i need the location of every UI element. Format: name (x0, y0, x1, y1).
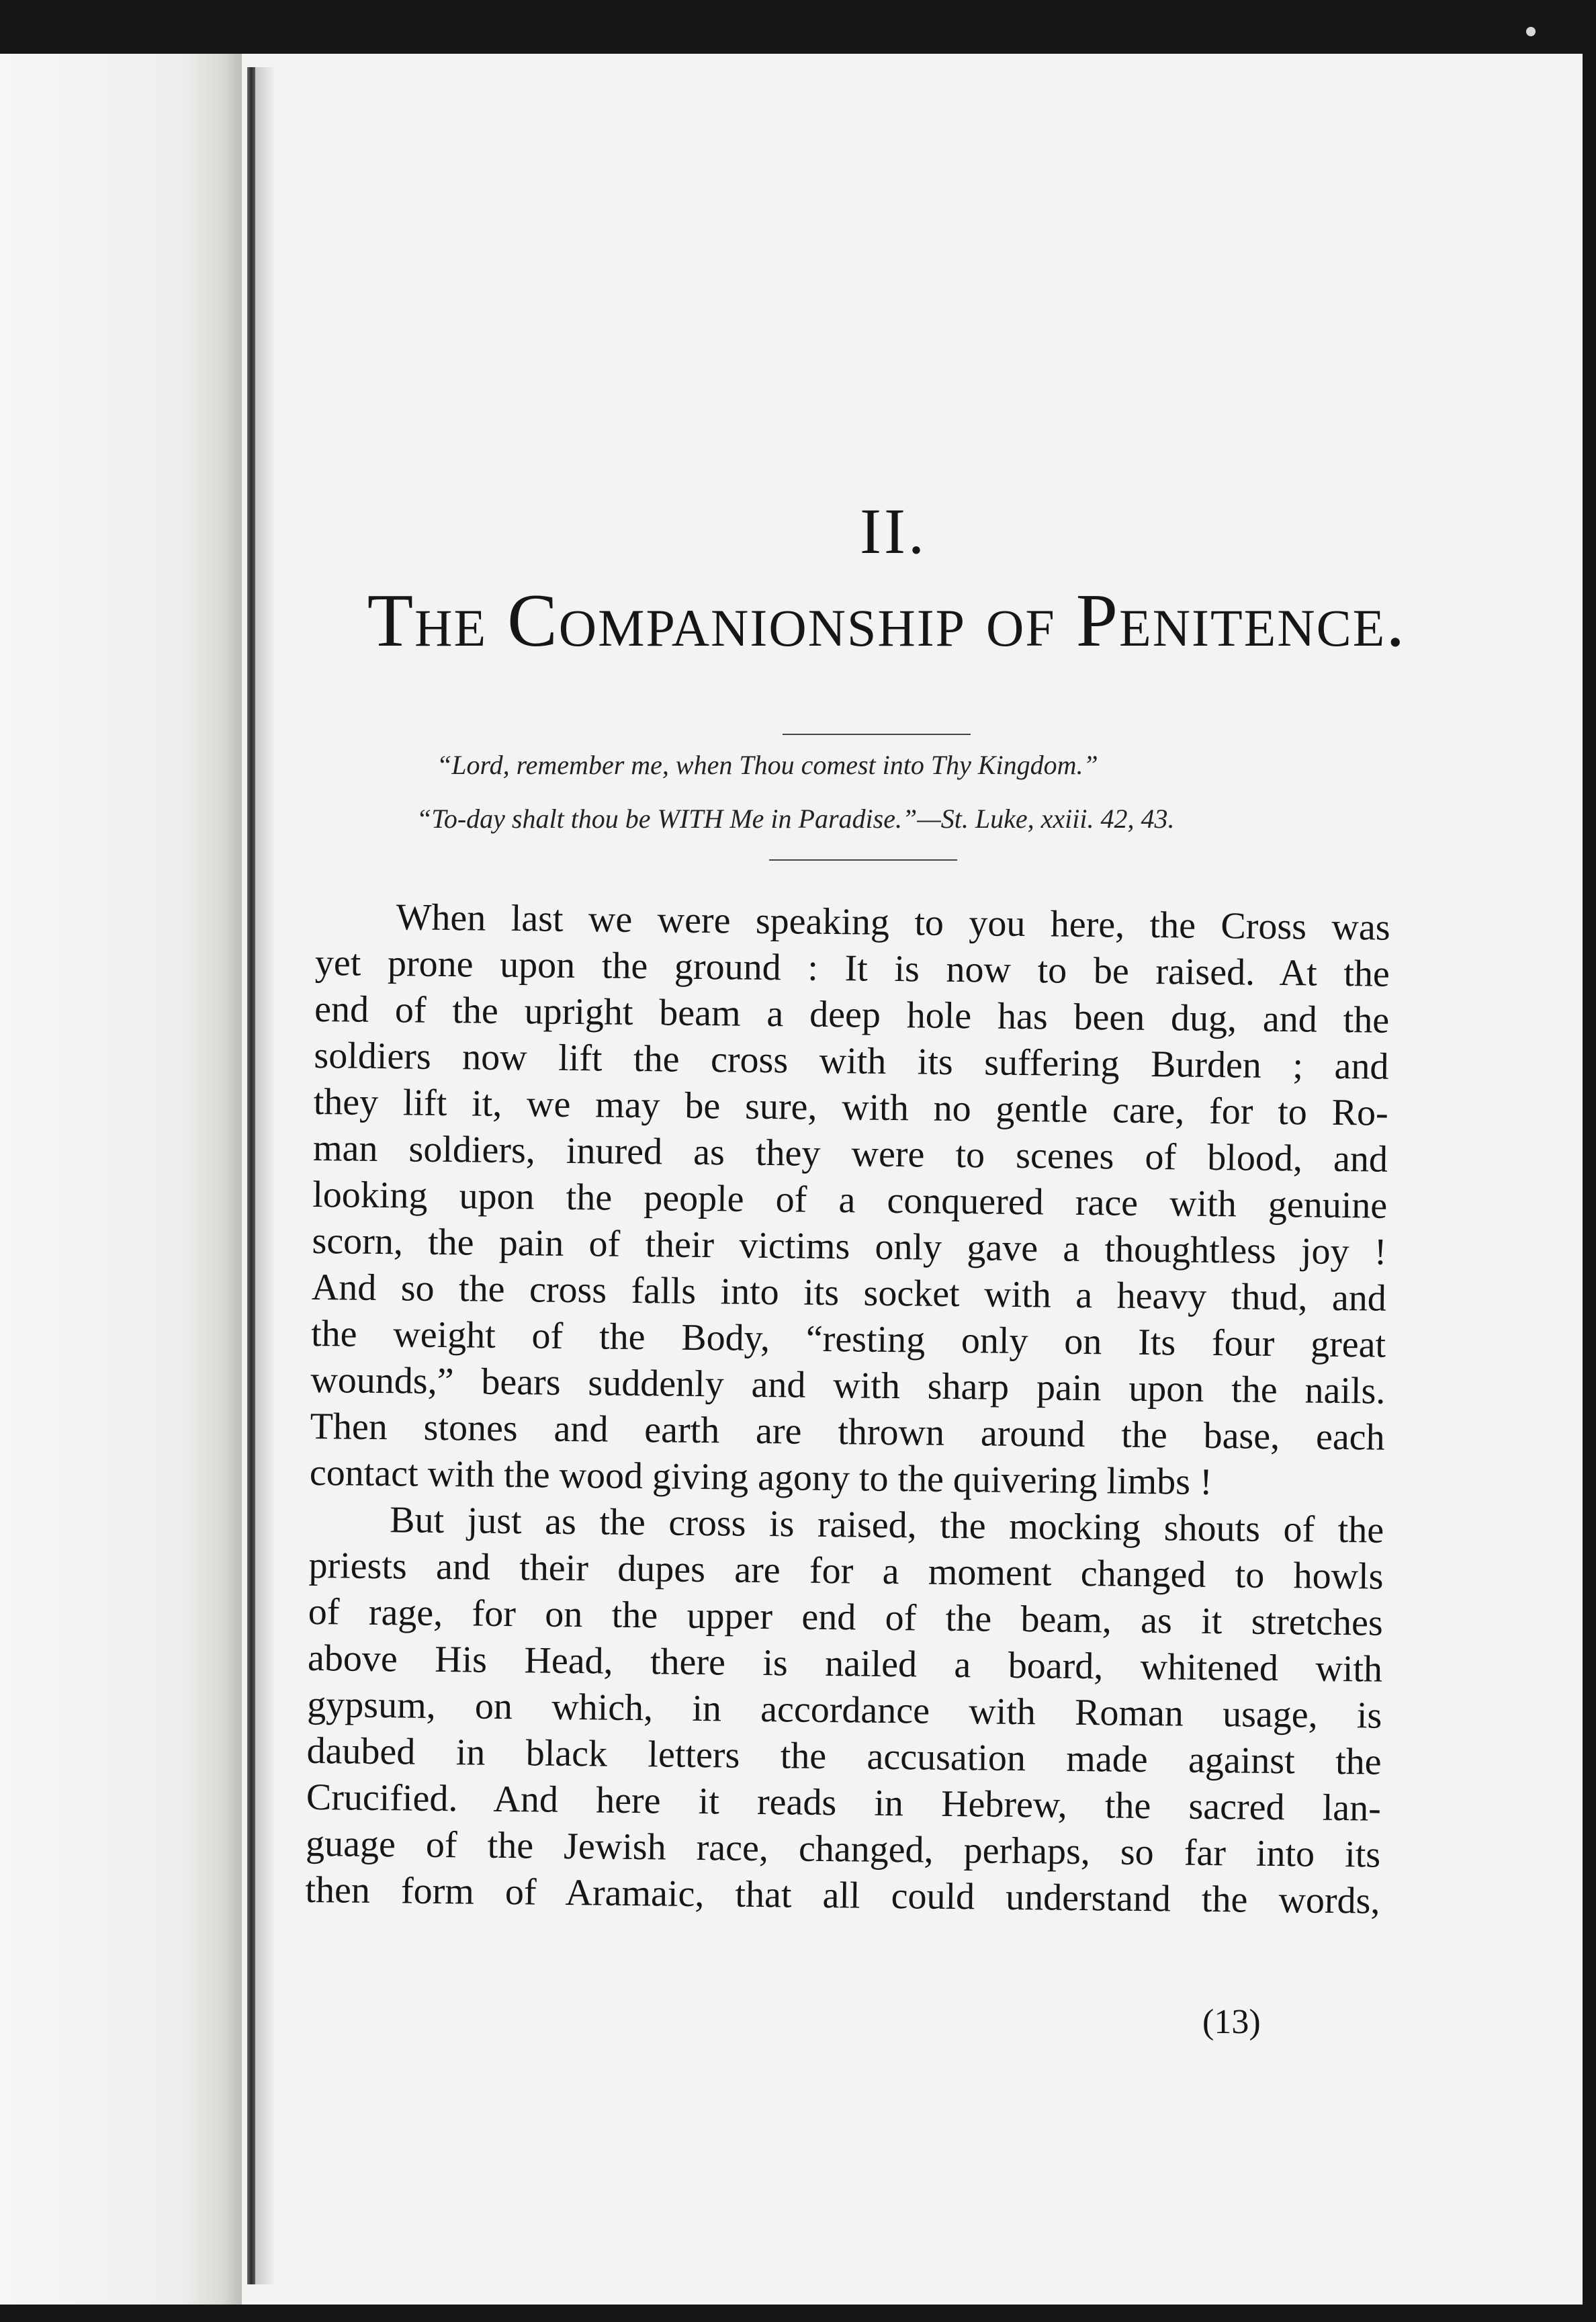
facing-page-edge (0, 54, 242, 2305)
scan-speck (1526, 27, 1536, 36)
scan-bottom-border (0, 2305, 1596, 2322)
chapter-title: The Companionship of Penitence. (367, 579, 1407, 662)
book-gutter (247, 67, 255, 2284)
text-line: guage of the Jewish race, changed, perhaps, so far into its (305, 1822, 1381, 1876)
text-line: man soldiers, inured as they were to scenes of blood, and (312, 1127, 1388, 1180)
text-line: wounds,” bears suddenly and with sharp pain upon the nails. (310, 1359, 1386, 1412)
text-line: But just as the cross is raised, the mocking shouts of the (389, 1499, 1384, 1551)
text-line: And so the cross falls into its socket with a heavy thud, and (311, 1266, 1387, 1320)
text-line: above His Head, there is nailed a board, whitened with (307, 1637, 1383, 1690)
scan-right-border (1583, 54, 1596, 2305)
text-line: soldiers now lift the cross with its suffering Burden ; and (314, 1034, 1389, 1088)
text-line: then form of Aramaic, that all could understand the words, (305, 1868, 1380, 1922)
chapter-number: II. (860, 495, 927, 567)
body-text (305, 894, 1390, 1925)
text-line: daubed in black letters the accusation made against the (306, 1729, 1382, 1783)
text-line: yet prone upon the ground : It is now to be raised. At the (314, 941, 1390, 995)
text-line: they lift it, we may be sure, with no gentle care, for to Ro- (313, 1080, 1388, 1134)
text-line: Then stones and earth are thrown around the base, each (310, 1405, 1385, 1459)
text-line: gypsum, on which, in accordance with Roman usage, is (307, 1683, 1382, 1737)
text-line: scorn, the pain of their victims only gave a thoughtless joy ! (312, 1219, 1387, 1273)
text-line: Crucified. And here it reads in Hebrew, the sacred lan- (306, 1776, 1382, 1830)
page-number: (13) (1202, 2003, 1261, 2041)
text-line: of rage, for on the upper end of the beam, as it stretches (308, 1590, 1384, 1644)
divider-rule-top (783, 734, 971, 735)
gutter-shadow (255, 67, 275, 2284)
text-line: When last we were speaking to you here, the Cross was (396, 896, 1390, 949)
text-line: priests and their dupes are for a moment changed to howls (308, 1544, 1384, 1598)
epigraph-line-1: “Lord, remember me, when Thou comest into Thy Kingdom.” (437, 750, 1098, 780)
text-line: the weight of the Body, “resting only on Its four great (310, 1312, 1386, 1366)
text-line: looking upon the people of a conquered race with genuine (312, 1173, 1388, 1227)
divider-rule-bottom (769, 859, 957, 861)
text-line: end of the upright beam a deep hole has been dug, and the (314, 988, 1390, 1041)
text-line: contact with the wood giving agony to the quivering limbs ! (309, 1451, 1213, 1504)
epigraph-line-2: “To-day shalt thou be WITH Me in Paradise.”—St. Luke, xxiii. 42, 43. (416, 804, 1175, 834)
